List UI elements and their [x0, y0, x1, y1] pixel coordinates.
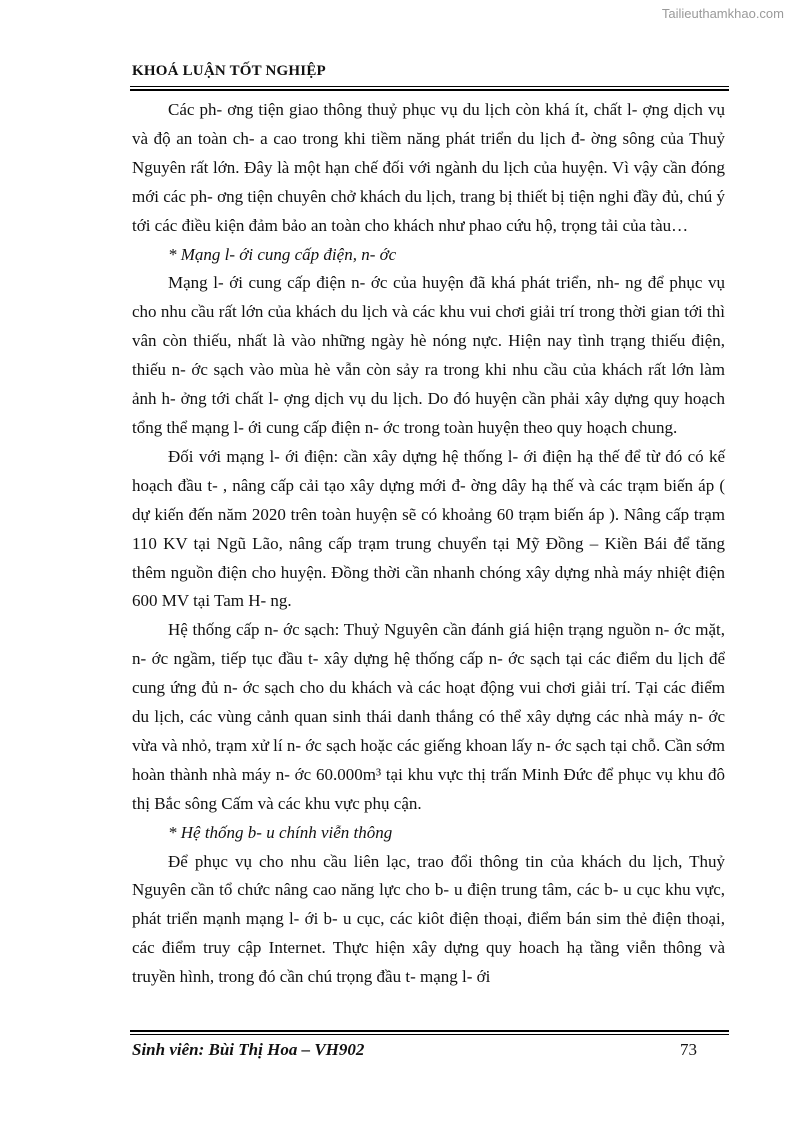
document-header: KHOÁ LUẬN TỐT NGHIỆP — [132, 63, 326, 79]
paragraph-clean-water: Hệ thống cấp n- ớc sạch: Thuỷ Nguyên cần đánh giá hiện trạng nguồn n- ớc mặt, n- ớc ngầm, tiếp tục đầu t- xây dựng hệ thống cấp n- ớc sạch tại các điểm du lịch để cung ứng đủ n- ớc sạch cho du khách và các hoạt động vui chơi giải trí. Tại các điểm du lịch, các vùng cảnh quan sinh thái danh thắng có thể xây dựng các nhà máy n- ớc vừa và nhỏ, trạm xử lí n- ớc sạch hoặc các giếng khoan lấy n- ớc sạch tại chỗ. Cần sớm hoàn thành nhà máy n- ớc 60.000m³ tại khu vực thị trấn Minh Đức để phục vụ khu đô thị Bắc sông Cấm và các khu vực phụ cận. — [132, 620, 725, 813]
watermark: Tailieuthamkhao.com — [661, 6, 784, 21]
footer-rule — [130, 1034, 729, 1035]
footer-rule-thick — [130, 1030, 729, 1032]
section-heading-power-water: * Mạng l- ới cung cấp điện, n- ớc — [168, 244, 397, 264]
header-rule — [130, 86, 729, 87]
footer-author: Sinh viên: Bùi Thị Hoa – VH902 — [132, 1040, 365, 1059]
section-heading-telecom: * Hệ thống b- u chính viễn thông — [168, 822, 393, 842]
header-rule-thick — [130, 89, 729, 91]
body-text — [132, 96, 725, 992]
page-number: 73 — [680, 1040, 697, 1059]
paragraph-transport: Các ph- ơng tiện giao thông thuỷ phục vụ du lịch còn khá ít, chất l- ợng dịch vụ và độ an toàn ch- a cao trong khi tiềm năng phát triển du lịch đ- ờng sông của Thuỷ Nguyên rất lớn. Đây là một hạn chế đối với ngành du lịch của huyện. Vì vậy cần đóng mới các ph- ơng tiện chuyên chở khách du lịch, trang bị thiết bị tiện nghi đầy đủ, chú ý tới các điều kiện đảm bảo an toàn cho khách như phao cứu hộ, trọng tải của tàu… — [132, 100, 725, 235]
paragraph-telecom: Để phục vụ cho nhu cầu liên lạc, trao đổi thông tin của khách du lịch, Thuỷ Nguyên cần tổ chức nâng cao năng lực cho b- u điện trung tâm, các b- u cục khu vực, phát triển mạnh mạng l- ới b- u cục, các kiôt điện thoại, điểm bán sim thẻ điện thoại, các điểm truy cập Internet. Thực hiện xây dựng quy hoach hạ tầng viễn thông và truyền hình, trong đó cần chú trọng đầu t- mạng l- ới — [132, 851, 725, 987]
paragraph-power-grid: Đối với mạng l- ới điện: cần xây dựng hệ thống l- ới điện hạ thế để từ đó có kế hoạch đầu t- , nâng cấp cải tạo xây dựng mới đ- ờng dây hạ thế và các trạm biến áp ( dự kiến đến năm 2020 trên toàn huyện sẽ có khoảng 60 trạm biến áp ). Nâng cấp trạm 110 KV tại Ngũ Lão, nâng cấp trạm trung chuyển tại Mỹ Đồng – Kiền Bái để tăng thêm nguồn điện cho huyện. Đồng thời cần nhanh chóng xây dựng nhà máy nhiệt điện 600 MV tại Tam H- ng. — [132, 446, 725, 611]
paragraph-power-water-network: Mạng l- ới cung cấp điện n- ớc của huyện đã khá phát triển, nh- ng để phục vụ cho nhu cầu rất lớn của khách du lịch và các khu vui chơi giải trí trong thời gian tới thì vân còn thiếu, nhất là vào những ngày hè nóng nực. Hiện nay tình trạng thiếu điện, thiếu n- ớc sạch vào mùa hè vẫn còn sảy ra trong khi nhu cầu của khách rất lớn làm ảnh h- ởng tới chất l- ợng dịch vụ du lịch. Do đó huyện cần phải xây dựng quy hoạch tổng thể mạng l- ới cung cấp điện n- ớc trong toàn huyện theo quy hoạch chung. — [132, 273, 725, 437]
